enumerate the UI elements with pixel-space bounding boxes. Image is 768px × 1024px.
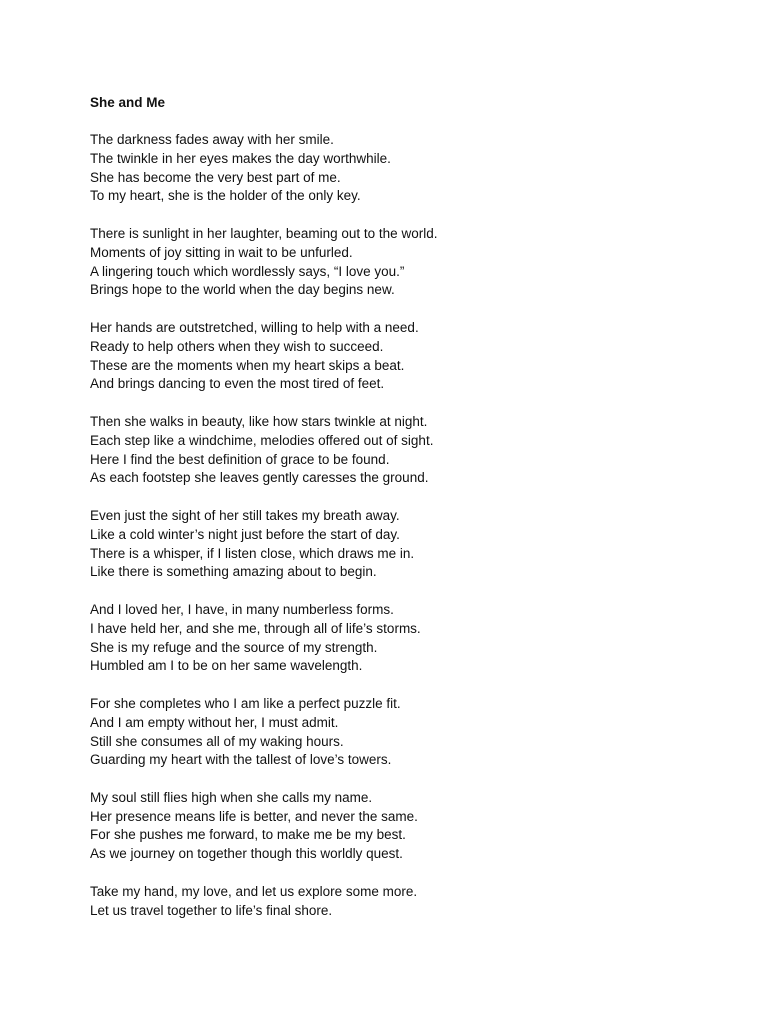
poem-line: And I am empty without her, I must admit. <box>90 714 339 730</box>
poem-line: For she pushes me forward, to make me be my best. <box>90 827 406 843</box>
poem-line: And brings dancing to even the most tired of feet. <box>90 376 385 392</box>
poem-line: My soul still flies high when she calls my name. <box>90 789 373 805</box>
poem-line: A lingering touch which wordlessly says, “I love you.” <box>90 263 405 279</box>
poem-line: Brings hope to the world when the day begins new. <box>90 282 395 298</box>
poem-line: I have held her, and she me, through all of life’s storms. <box>90 620 421 636</box>
stanza-5 <box>90 507 730 582</box>
poem-title: She and Me <box>90 95 166 110</box>
poem-line: There is a whisper, if I listen close, which draws me in. <box>90 545 415 561</box>
stanza-7 <box>90 695 730 770</box>
poem-line: Let us travel together to life’s final shore. <box>90 902 333 918</box>
poem-line: And I loved her, I have, in many numberless forms. <box>90 601 394 617</box>
poem-line: To my heart, she is the holder of the only key. <box>90 188 361 204</box>
stanza-9 <box>90 883 730 921</box>
poem-line: Ready to help others when they wish to succeed. <box>90 338 384 354</box>
stanza-8 <box>90 789 730 864</box>
poem-line: Still she consumes all of my waking hours. <box>90 733 344 749</box>
poem-line: Humbled am I to be on her same wavelength. <box>90 658 363 674</box>
poem-line: Here I find the best definition of grace to be found. <box>90 451 390 467</box>
poem-line: Guarding my heart with the tallest of love’s towers. <box>90 752 392 768</box>
poem-line: Like a cold winter’s night just before the start of day. <box>90 526 400 542</box>
stanza-6 <box>90 601 730 676</box>
poem-line: She has become the very best part of me. <box>90 169 341 185</box>
stanza-3 <box>90 319 730 394</box>
stanza-4 <box>90 413 730 488</box>
poem-line: The twinkle in her eyes makes the day worthwhile. <box>90 150 391 166</box>
poem-line: Like there is something amazing about to begin. <box>90 564 377 580</box>
poem-line: Take my hand, my love, and let us explore some more. <box>90 883 418 899</box>
poem-line: Moments of joy sitting in wait to be unfurled. <box>90 244 353 260</box>
poem-line: For she completes who I am like a perfect puzzle fit. <box>90 695 401 711</box>
document-page <box>90 93 730 939</box>
poem-line: As we journey on together though this worldly quest. <box>90 846 403 862</box>
poem-line: There is sunlight in her laughter, beaming out to the world. <box>90 225 438 241</box>
poem-line: She is my refuge and the source of my strength. <box>90 639 378 655</box>
poem-line: Each step like a windchime, melodies offered out of sight. <box>90 432 434 448</box>
poem-line: Her hands are outstretched, willing to help with a need. <box>90 319 419 335</box>
poem-line: Her presence means life is better, and never the same. <box>90 808 418 824</box>
poem-line: Then she walks in beauty, like how stars twinkle at night. <box>90 413 428 429</box>
stanza-1 <box>90 131 730 206</box>
stanza-2 <box>90 225 730 300</box>
poem-line: The darkness fades away with her smile. <box>90 132 334 147</box>
poem-line: Even just the sight of her still takes my breath away. <box>90 507 400 523</box>
poem-line: These are the moments when my heart skips a beat. <box>90 357 405 373</box>
poem-line: As each footstep she leaves gently caresses the ground. <box>90 470 429 486</box>
